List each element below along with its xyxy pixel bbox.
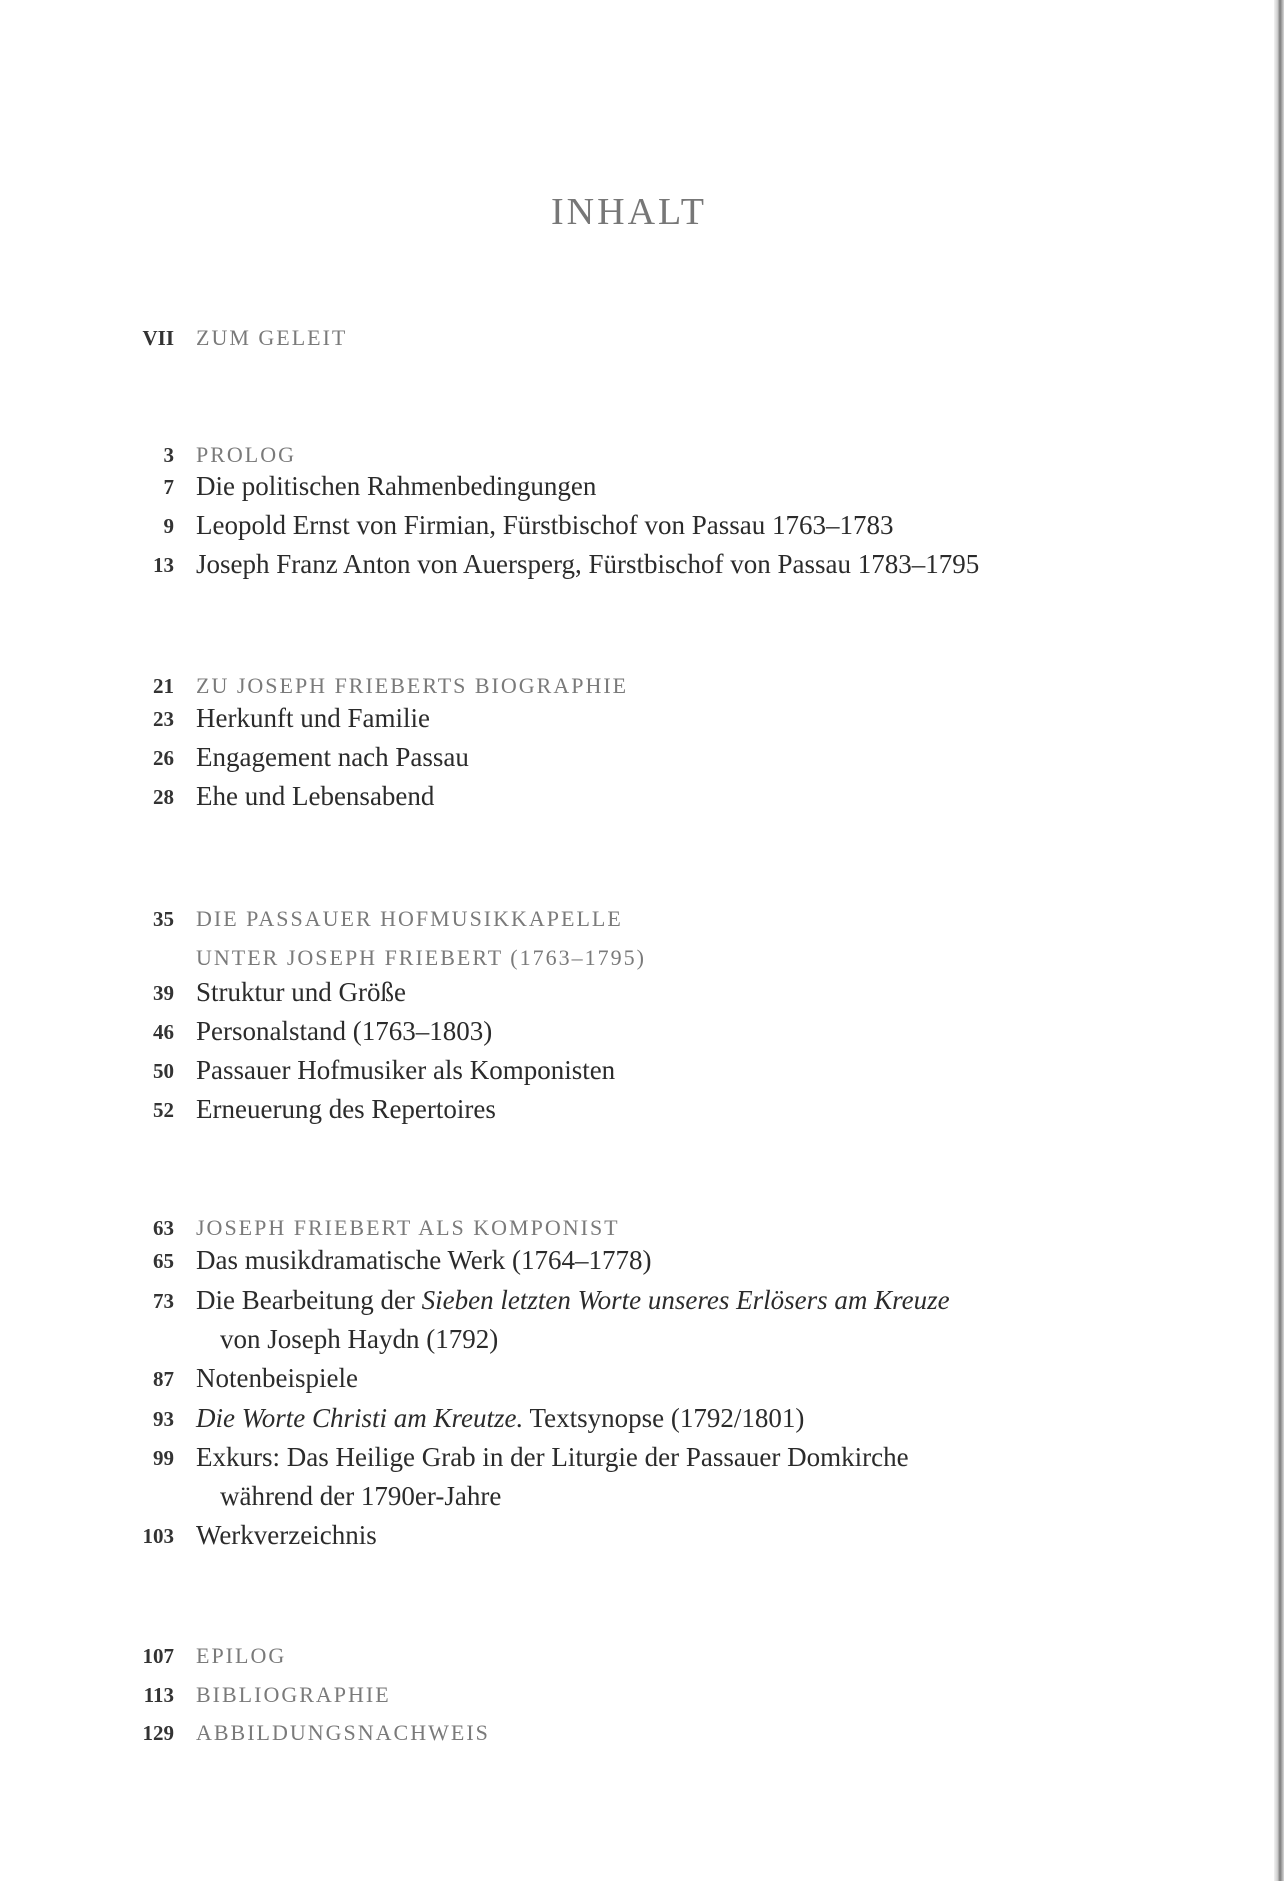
toc-label-italic: Sieben letzten Worte unseres Erlösers am Kreuze [421,1285,950,1315]
toc-page-number: 28 [153,785,174,809]
toc-label: Die politischen Rahmenbedingungen [196,471,597,501]
toc-entry[interactable] [0,903,623,932]
toc-page-number: 99 [153,1446,174,1470]
toc-heading: PROLOG [196,442,297,467]
toc-entry[interactable] [0,1442,909,1473]
toc-page-number: 46 [153,1020,174,1044]
toc-page-number: 52 [153,1098,174,1122]
toc-page-number [0,942,196,971]
toc-page-number: 87 [153,1367,174,1391]
toc-heading: ZU JOSEPH FRIEBERTS BIOGRAPHIE [196,673,629,698]
toc-page-number: 129 [142,1721,174,1745]
toc-heading: EPILOG [196,1643,287,1668]
toc-page-number: 9 [163,514,174,538]
toc-page-number: 7 [163,475,174,499]
toc-label: Erneuerung des Repertoires [196,1094,496,1124]
toc-heading: BIBLIOGRAPHIE [196,1682,391,1707]
toc-label-text: Textsynopse (1792/1801) [523,1403,805,1433]
toc-entry[interactable] [0,1245,651,1276]
toc-page-number: 93 [153,1407,174,1431]
toc-entry[interactable] [0,1055,615,1086]
toc-entry[interactable] [0,1363,358,1394]
toc-page-number: 26 [153,746,174,770]
toc-entry[interactable] [0,1717,490,1746]
toc-page-number: 21 [153,674,174,698]
toc-entry[interactable] [0,1285,950,1316]
toc-label: Joseph Franz Anton von Auersperg, Fürstbischof von Passau 1783–1795 [196,549,980,579]
toc-page-number: 50 [153,1059,174,1083]
page-edge [1274,0,1284,1881]
toc-entry[interactable] [0,471,596,502]
toc-entry[interactable] [0,1212,620,1241]
toc-entry[interactable] [0,942,646,971]
toc-page-number: 35 [153,907,174,931]
toc-label: Herkunft und Familie [196,703,430,733]
toc-page-number: 113 [143,1683,174,1707]
toc-label [196,1285,950,1316]
toc-entry[interactable] [0,1679,391,1708]
toc-label: Notenbeispiele [196,1363,358,1393]
toc-entry[interactable] [0,1640,286,1669]
toc-entry[interactable] [0,781,434,812]
toc-label: Ehe und Lebensabend [196,781,435,811]
toc-heading: UNTER JOSEPH FRIEBERT (1763–1795) [196,945,646,970]
toc-label-continuation: während der 1790er-Jahre [220,1481,502,1511]
toc-label: Struktur und Größe [196,977,406,1007]
toc-entry[interactable] [0,1403,804,1434]
toc-label-italic: Die Worte Christi am Kreutze. [196,1403,524,1433]
toc-label: Leopold Ernst von Firmian, Fürstbischof von Passau 1763–1783 [196,510,894,540]
toc-label: Exkurs: Das Heilige Grab in der Liturgie der Passauer Domkirche [196,1442,909,1472]
toc-page-number: 23 [153,707,174,731]
toc-heading: JOSEPH FRIEBERT ALS KOMPONIST [196,1215,620,1240]
toc-entry[interactable] [0,439,296,468]
toc-entry[interactable] [0,322,347,351]
page-title: INHALT [551,191,707,233]
toc-label: Das musikdramatische Werk (1764–1778) [196,1245,652,1275]
toc-page-number: 3 [163,443,174,467]
toc-entry[interactable] [0,977,406,1008]
toc-label: Engagement nach Passau [196,742,469,772]
toc-heading: DIE PASSAUER HOFMUSIKKAPELLE [196,906,623,931]
toc-entry[interactable] [0,1094,496,1125]
toc-label-text: Die Bearbeitung der [196,1285,422,1315]
toc-label: Passauer Hofmusiker als Komponisten [196,1055,616,1085]
toc-page-number: 73 [153,1289,174,1313]
toc-entry[interactable] [0,1016,492,1047]
toc-page-number: 13 [153,553,174,577]
toc-page-number: VII [142,326,174,350]
toc-page-number: 63 [153,1216,174,1240]
toc-heading: ABBILDUNGSNACHWEIS [196,1720,490,1745]
toc-entry[interactable] [0,670,628,699]
toc-entry[interactable] [0,742,469,773]
toc-label-continuation: von Joseph Haydn (1792) [220,1324,499,1354]
toc-label: Personalstand (1763–1803) [196,1016,493,1046]
toc-entry[interactable] [0,703,430,734]
toc-entry[interactable] [0,510,893,541]
toc-page-number: 65 [153,1249,174,1273]
toc-page-number: 39 [153,981,174,1005]
toc-page-number: 103 [142,1524,174,1548]
toc-entry[interactable] [0,549,979,580]
toc-label [196,1403,804,1434]
toc-page-number: 107 [142,1644,174,1668]
toc-entry[interactable] [0,1520,377,1551]
toc-heading: ZUM GELEIT [196,325,348,350]
toc-label: Werkverzeichnis [196,1520,377,1550]
